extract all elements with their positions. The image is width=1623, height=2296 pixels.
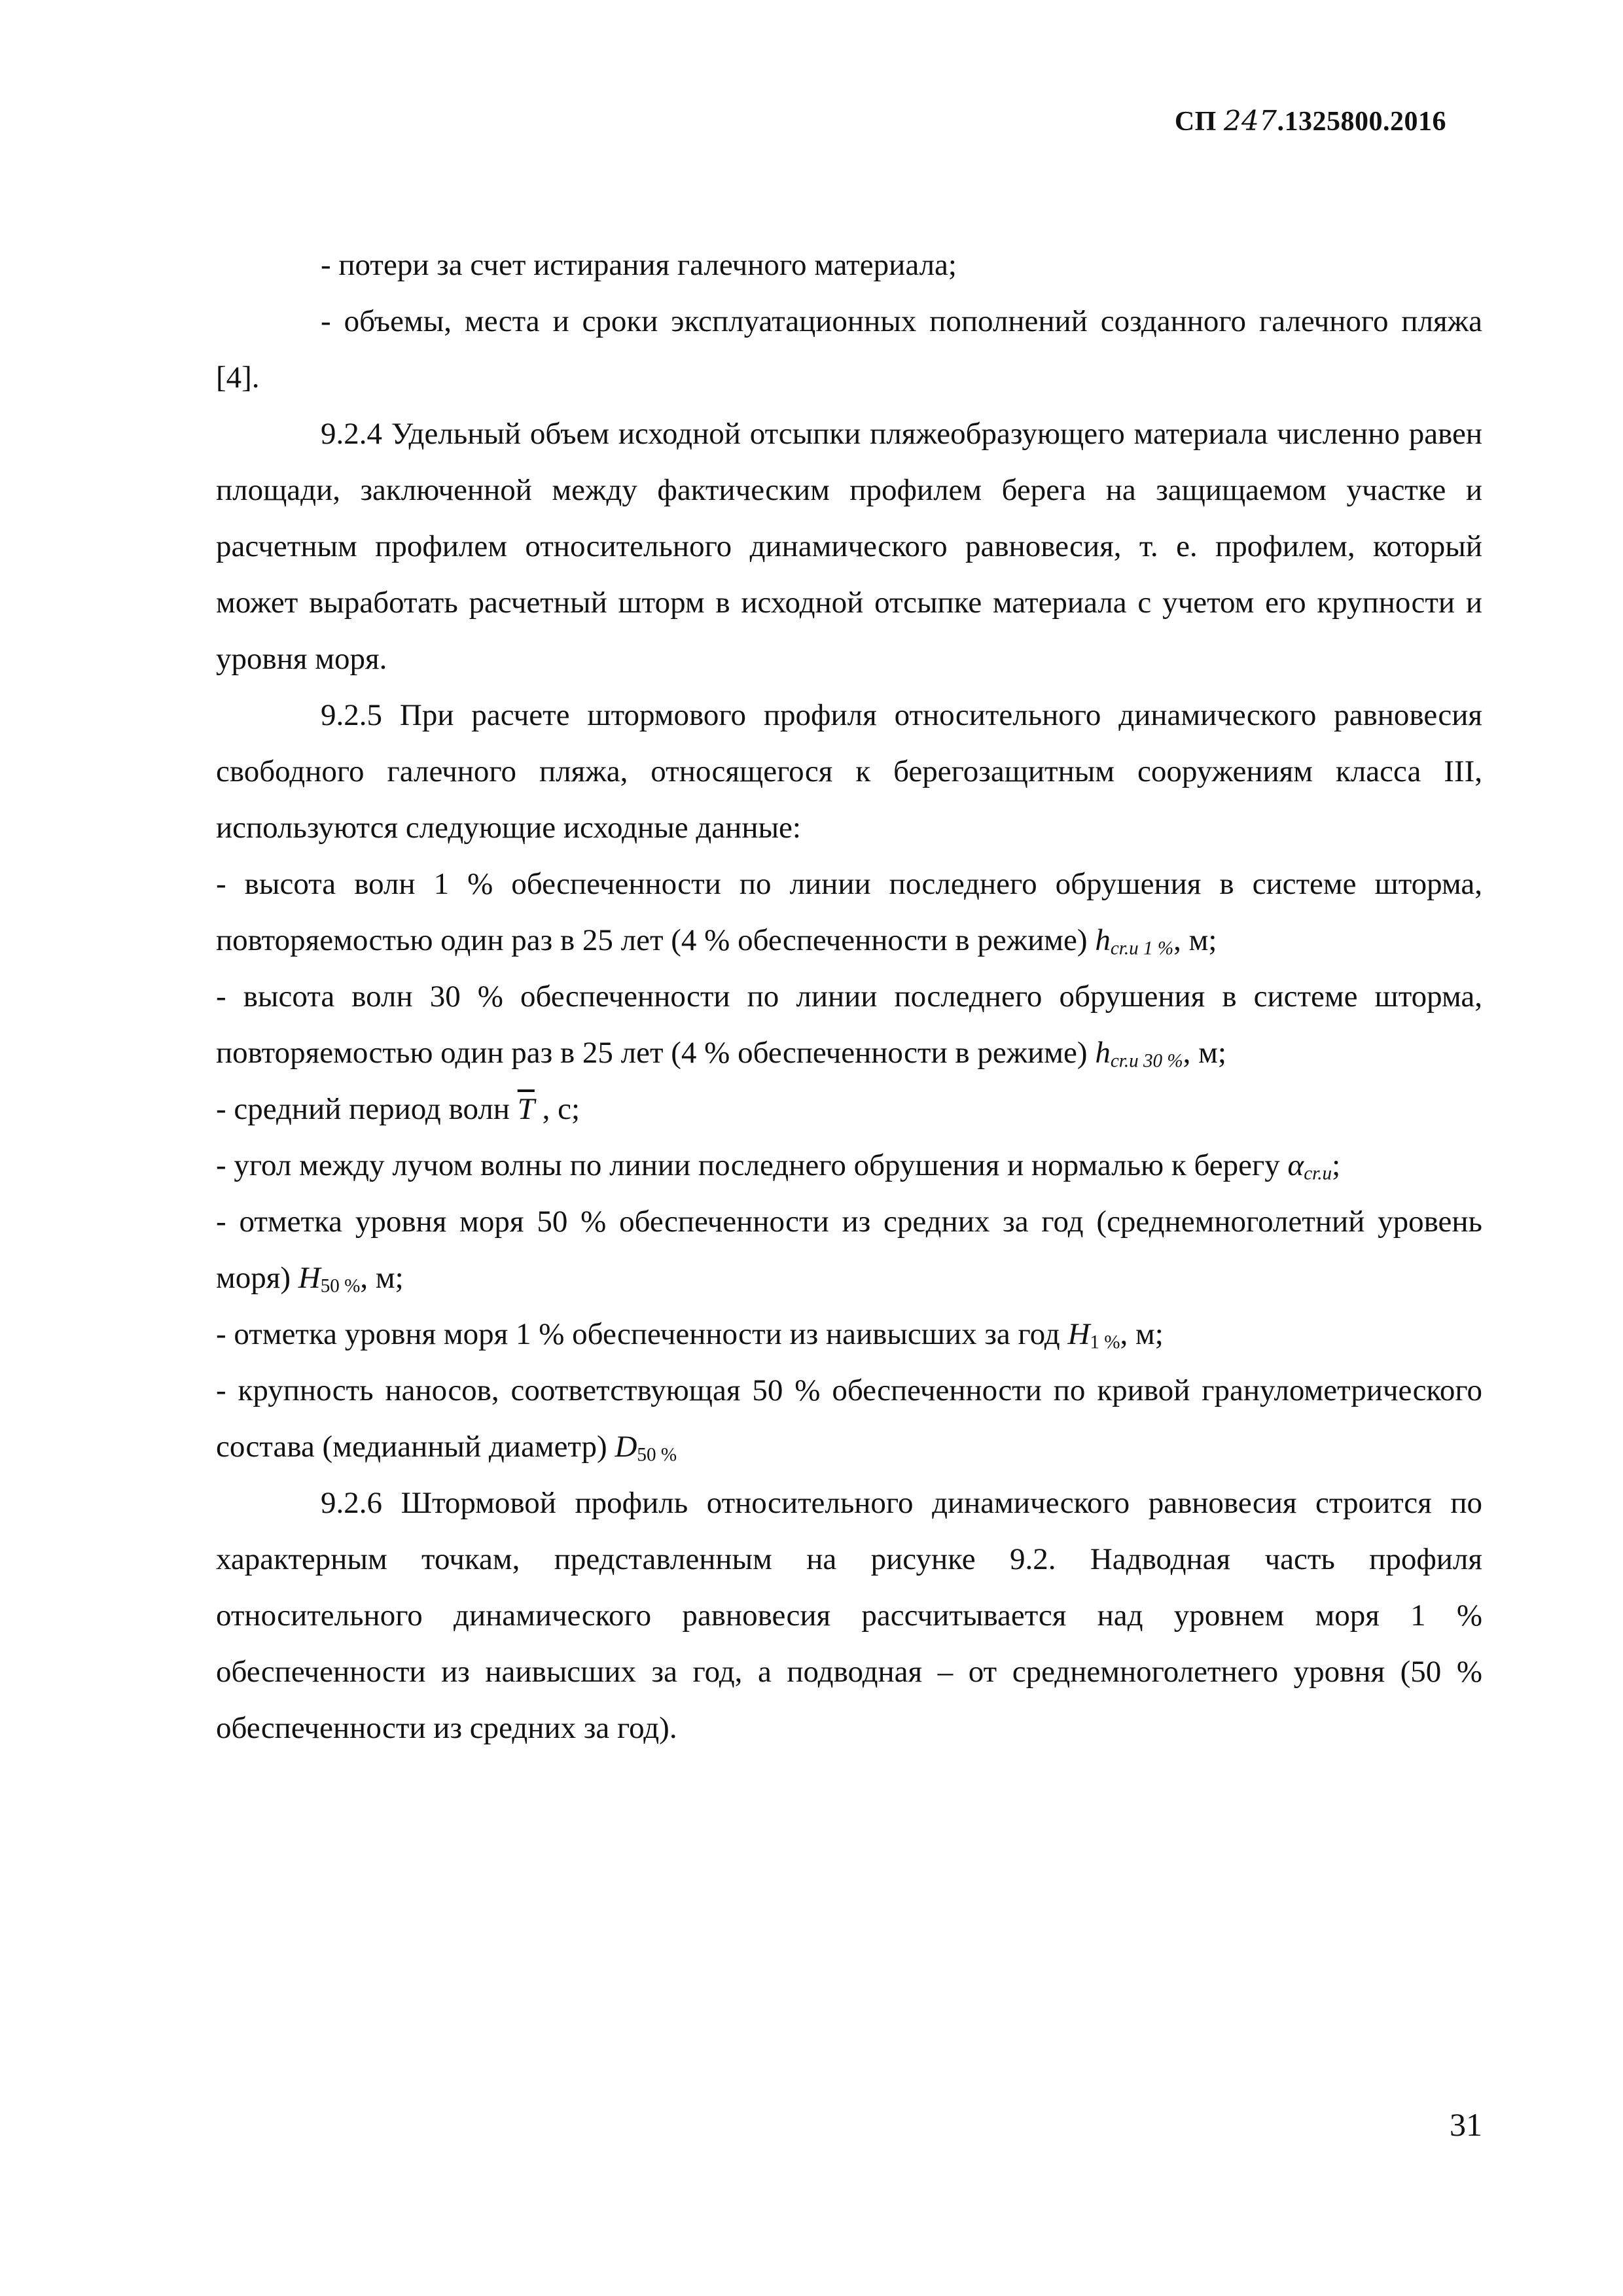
doc-code-handwritten-number: 247: [1223, 105, 1277, 137]
math-subscript: 1 %: [1090, 1332, 1120, 1353]
list-item-wave-height-1pct: [216, 856, 1482, 968]
list-item-replenishment: - объемы, места и сроки эксплуатационных пополнений созданного галечного пляжа [4].: [216, 304, 1482, 395]
math-subscript: 50 %: [637, 1444, 677, 1466]
math-subscript: cr.u: [1304, 1163, 1332, 1184]
list-item-mean-sea-level: [216, 1193, 1482, 1306]
item-tail: , м;: [1183, 1036, 1226, 1070]
math-symbol-overline: $\overline{T}$: [517, 1092, 535, 1126]
paragraph-9-2-4: 9.2.4 Удельный объем исходной отсыпки пляжеобразующего материала численно равен площади, заключенной между фактическим профилем берега на защищаемом участке и расчетным профилем относительного динамического равновесия, т. е. профилем, который может выработать расчетный шторм в исходной отсыпке материала с учетом его крупности и уровня моря.: [216, 417, 1482, 676]
math-subscript: cr.u 30 %: [1110, 1050, 1183, 1072]
document-code-header: [1175, 105, 1446, 137]
math-symbol-alpha: α: [1287, 1148, 1304, 1182]
item-text: - высота волн 30 % обеспеченности по линии последнего обрушения в системе шторма, повторяемостью один раз в 25 лет (4 % обеспеченности в режиме): [216, 980, 1482, 1070]
paragraph-9-2-6: 9.2.6 Штормовой профиль относительного динамического равновесия строится по характерным точкам, представленным на рисунке 9.2. Надводная часть профиля относительного динамического равновесия рассчитывается над уровнем моря 1 % обеспеченности из наивысших за год, а подводная – от среднемноголетнего уровня (50 % обеспеченности из средних за год).: [216, 1486, 1482, 1745]
item-tail: , м;: [1120, 1317, 1164, 1351]
doc-code-prefix: СП: [1174, 107, 1224, 137]
item-text: - отметка уровня моря 50 % обеспеченности из средних за год (среднемноголетний уровень моря): [216, 1205, 1482, 1295]
list-item-max-sea-level: [216, 1306, 1482, 1362]
item-text: - высота волн 1 % обеспеченности по линии последнего обрушения в системе шторма, повторяемостью один раз в 25 лет (4 % обеспеченности в режиме): [216, 867, 1482, 957]
item-text: - угол между лучом волны по линии последнего обрушения и нормалью к берегу: [216, 1148, 1288, 1182]
item-text: - крупность наносов, соответствующая 50 % обеспеченности по кривой гранулометрического состава (медианный диаметр): [216, 1373, 1482, 1464]
list-item-wave-height-30pct: [216, 968, 1482, 1081]
document-body: [216, 237, 1482, 1756]
math-symbol: H: [298, 1261, 321, 1295]
list-item-mean-wave-period: [216, 1081, 1482, 1137]
item-text: - средний период волн: [216, 1092, 518, 1126]
list-item-abrasion-losses: - потери за счет истирания галечного материала;: [321, 248, 957, 282]
math-symbol: h: [1095, 1036, 1111, 1070]
item-tail: , м;: [360, 1261, 404, 1295]
item-tail: ;: [1332, 1148, 1341, 1182]
doc-code-suffix: .1325800.2016: [1277, 107, 1446, 137]
math-subscript: 50 %: [320, 1275, 361, 1297]
item-tail: , с;: [534, 1092, 580, 1126]
math-symbol: h: [1095, 923, 1111, 957]
math-subscript: cr.u 1 %: [1110, 938, 1174, 959]
paragraph-9-2-5: 9.2.5 При расчете штормового профиля относительного динамического равновесия свободного галечного пляжа, относящегося к берегозащитным сооружениям класса III, используются следующие исходные данные:: [216, 698, 1482, 845]
list-item-wave-ray-angle: [216, 1137, 1482, 1193]
math-symbol: D: [615, 1430, 637, 1464]
list-item-sediment-size: [216, 1362, 1482, 1475]
item-tail: , м;: [1173, 923, 1217, 957]
math-symbol: H: [1067, 1317, 1090, 1351]
item-text: - отметка уровня моря 1 % обеспеченности из наивысших за год: [216, 1317, 1068, 1351]
page-number: 31: [1450, 2106, 1482, 2143]
